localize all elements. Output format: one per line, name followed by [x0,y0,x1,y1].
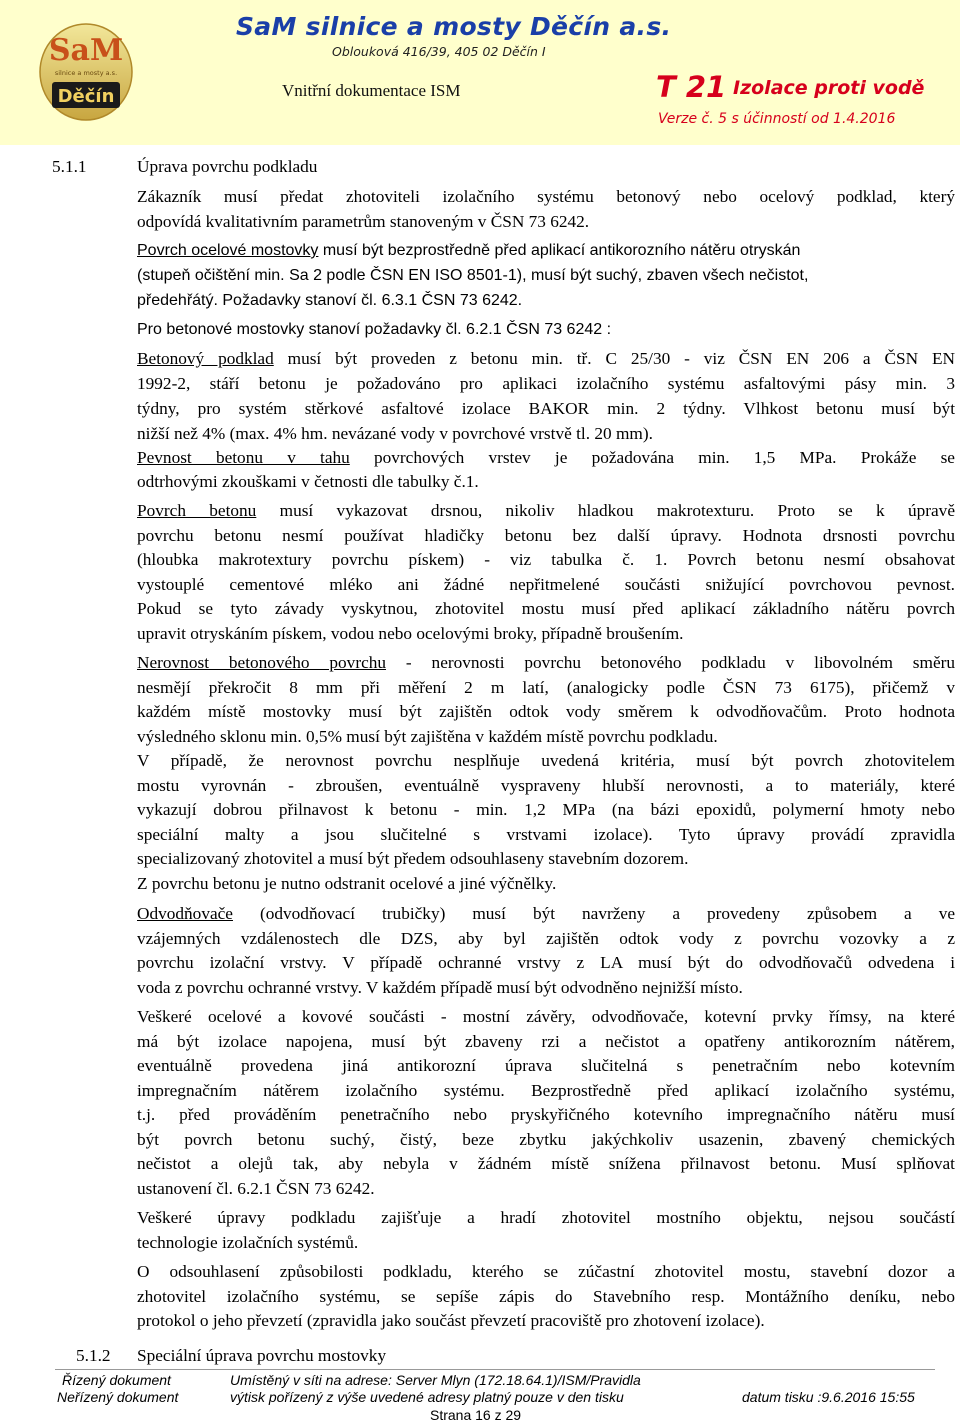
body-line: Veškeré ocelové a kovové součásti - mostní závěry, odvodňovače, kotevní prvky římsy, na které [137,1007,955,1026]
body-line: zhotovitel izolačního systému, se sepíše zápis do Stavebního resp. Montážního deníku, nebo [137,1287,955,1306]
term-concrete-base: Betonový podklad [137,349,274,368]
term-tensile-strength: Pevnost betonu v tahu [137,448,350,467]
body-line: Odvodňovače (odvodňovací trubičky) musí být navrženy a provedeny způsobem a ve [137,904,955,923]
body-line: V případě, že nerovnost povrchu nesplňuje uvedená kritéria, musí být povrch zhotovitelem [137,751,955,770]
company-logo [38,22,134,122]
body-line: protokol o jeho převzetí (zpravidla jako součást převzetí pracoviště pro zhotovení izolace). [137,1311,765,1330]
footer-divider [55,1369,935,1370]
logo-city: Děčín [57,86,115,107]
doc-version: Verze č. 5 s účinností od 1.4.2016 [658,111,896,127]
body-line: Veškeré úpravy podkladu zajišťuje a hradí zhotovitel mostního objektu, nejsou součástí [137,1208,955,1227]
body-line: (hloubka makrotextury povrchu pískem) - viz tabulka č. 1. Povrch betonu nesmí obsahovat [137,550,955,569]
body-line: (stupeň očištění min. Sa 2 podle ČSN EN ISO 8501-1), musí být suchý, zbaven všech nečistot, [137,267,809,284]
body-line: týdny, pro systém stěrkové asfaltové izolace BAKOR min. 2 týdny. Vlhkost betonu musí být [137,399,955,418]
body-line: nečistot a olejů tak, aby nebyla v žádném místě snížena přilnavost betonu. Musí splňovat [137,1154,955,1173]
term-drains: Odvodňovače [137,904,233,923]
footer-controlled: Řízený dokument [62,1372,171,1388]
page-header [0,0,960,145]
body-line: vystouplé cementové mléko ani žádné nepřitmelené součásti snižující povrchovou pevnost. [137,575,955,594]
body-line: ustanovení čl. 6.2.1 ČSN 73 6242. [137,1179,375,1198]
body-line: impregnačním nátěrem izolačního systému. Bezprostředně před aplikací izolačního systému, [137,1081,955,1100]
section-number: 5.1.1 [52,157,87,176]
body-line: 1992-2, stáří betonu je požadováno pro aplikaci izolačního systému asfaltovými pásy min. 3 [137,374,955,393]
body-line: vykazují dobrou přilnavost k betonu - min. 1,2 MPa (na bázi epoxidů, polymerní hmoty nebo [137,800,955,819]
section-title: Úprava povrchu podkladu [137,157,318,176]
body-line: nižší než 4% (max. 4% hm. nevázané vody v povrchové vrstvě tl. 20 mm). [137,424,653,443]
body-line: Povrch betonu musí vykazovat drsnou, nikoliv hladkou makrotexturu. Proto se k úpravě [137,501,955,520]
body-line: předehřátý. Požadavky stanoví čl. 6.3.1 ČSN 73 6242. [137,292,523,309]
body-line: Pokud se tyto závady vyskytnou, zhotovitel mostu musí před aplikací základního nátěru povrch [137,599,955,618]
body-line: nesmějí překročit 8 mm při měření 2 m latí, (analogicky podle ČSN 73 6175), přičemž v [137,678,955,697]
body-line: voda z povrchu ochranné vrstvy. V každém případě musí být odvodněno nejnižší místo. [137,978,743,997]
body-line: O odsouhlasení způsobilosti podkladu, kterého se zúčastní zhotovitel mostu, stavební dozor a [137,1262,955,1281]
company-name: SaM silnice a mosty Děčín a.s. [236,12,672,41]
section-title: Speciální úprava povrchu mostovky [137,1346,387,1365]
body-line: speciální malty a jsou slučitelné s vrstvami izolace). Tyto úpravy provádí zpravidla [137,825,955,844]
logo-title: SaM [48,33,124,68]
body-line: Nerovnost betonového povrchu - nerovnosti povrchu betonového podkladu v libovolném směru [137,653,956,672]
body-line: být povrch betonu suchý, čistý, beze zbytku jakýchkoliv usazenin, zbavený chemických [137,1130,955,1149]
body-line: každém místě mostovky musí být zajištěn odtok vody směrem k odvodňovačům. Proto hodnota [137,702,955,721]
body-line: Betonový podklad musí být proveden z betonu min. tř. C 25/30 - viz ČSN EN 206 a ČSN EN [137,349,955,368]
body-line: specializovaný zhotovitel a musí být předem odsouhlaseny stavebním dozorem. [137,849,689,868]
term-steel-deck: Povrch ocelové mostovky [137,242,319,259]
body-line: t.j. před prováděním penetračního nebo pryskyřičného kotevního impregnačního nátěru musí [137,1105,955,1124]
body-line: technologie izolačních systémů. [137,1233,359,1252]
body-line: upravit otryskáním pískem, vodou nebo ocelovými broky, případně broušením. [137,624,684,643]
footer-location: Umístěný v síti na adrese: Server Mlyn (172.18.64.1)/ISM/Pravidla [230,1372,641,1388]
page-number: Strana 16 z 29 [430,1407,522,1423]
logo-subtitle: silnice a mosty a.s. [54,69,118,77]
body-line: Pro betonové mostovky stanoví požadavky čl. 6.2.1 ČSN 73 6242 : [137,321,612,338]
body-line: Povrch ocelové mostovky musí být bezprostředně před aplikací antikorozního nátěru otryskán [137,242,801,259]
footer-print-date: datum tisku :9.6.2016 15:55 [742,1389,915,1405]
term-concrete-surface: Povrch betonu [137,501,257,520]
body-line: výsledného sklonu min. 0,5% musí být zajištěna v každém místě povrchu podkladu. [137,727,718,746]
footer-print-note: výtisk pořízený z výše uvedené adresy platný pouze v den tisku [230,1389,624,1405]
footer-uncontrolled: Neřízený dokument [57,1389,179,1405]
body-line: povrchu izolační vrstvy. V případě ochranné vrstvy z LA musí být do odvodňovačů odvedena i [137,953,955,972]
body-line: eventuálně provedena jiná antikorozní úprava slučitelná s penetračním nebo kotevním [137,1056,955,1075]
body-line: vzájemných vzdálenostech dle DZS, aby byl zajištěn odtok vody z povrchu vozovky a z [137,929,955,948]
body-line: povrchu betonu nesmí používat hladičky betonu bez další úpravy. Hodnota drsnosti povrchu [137,526,955,545]
doc-title: Izolace proti vodě [733,77,925,99]
body-line: Zákazník musí předat zhotoviteli izolačního systému betonový nebo ocelový podklad, který [137,187,955,206]
body-line: má být izolace napojena, musí být zbaveny rzi a nečistot a opatřeny antikorozním nátěrem, [137,1032,955,1051]
company-address: Oblouková 416/39, 405 02 Děčín I [332,44,546,59]
section-number: 5.1.2 [76,1346,111,1365]
doc-code: T 21 [656,70,727,104]
body-line: Z povrchu betonu je nutno odstranit ocelové a jiné výčnělky. [137,874,557,893]
term-unevenness: Nerovnost betonového povrchu [137,653,387,672]
body-line: odtrhovými zkouškami v četnosti dle tabulky č.1. [137,472,479,491]
body-line: Pevnost betonu v tahu povrchových vrstev je požadována min. 1,5 MPa. Prokáže se [137,448,955,467]
body-line: odpovídá kvalitativním parametrům stanoveným v ČSN 73 6242. [137,212,590,231]
internal-doc-label: Vnitřní dokumentace ISM [282,81,461,100]
body-line: mostu vyrovnán - zbroušen, eventuálně vyspraveny hlubší nerovnosti, a to materiály, které [137,776,955,795]
